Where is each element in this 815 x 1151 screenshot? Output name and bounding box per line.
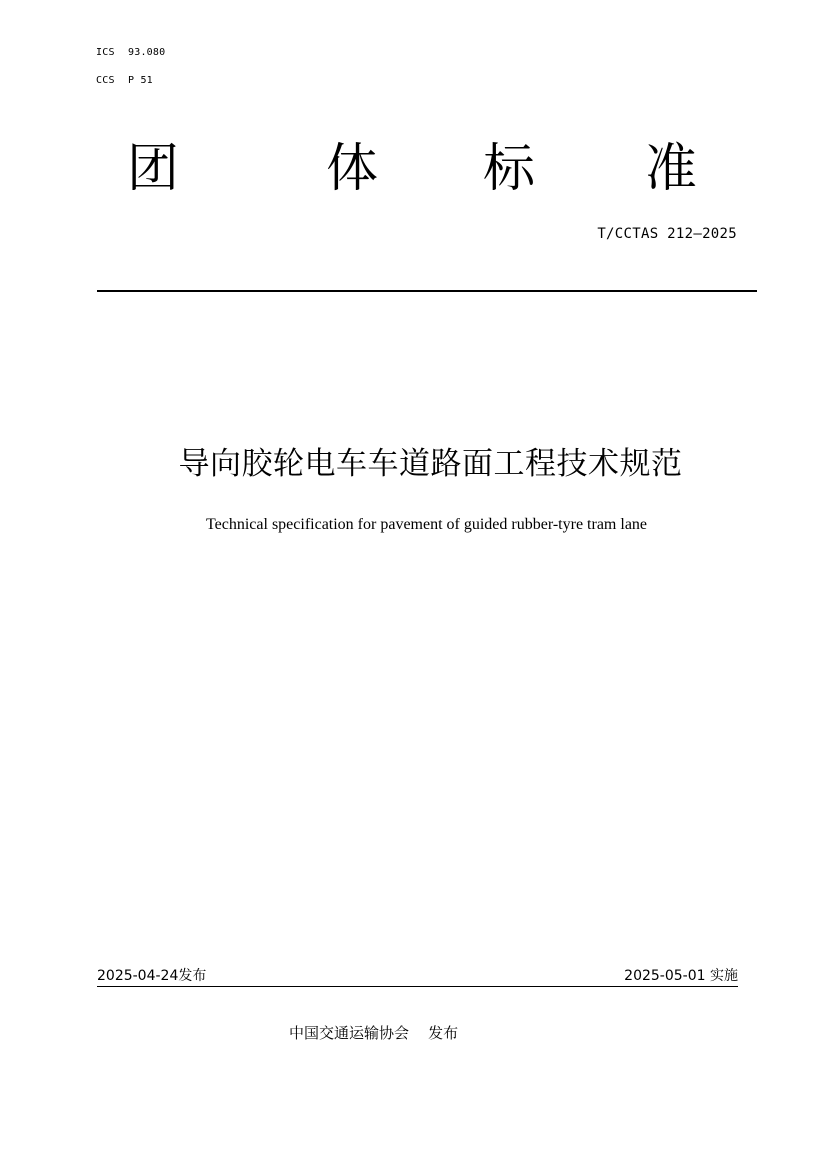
standard-number: T/CCTAS 212—2025 bbox=[597, 226, 737, 242]
date-row bbox=[97, 966, 738, 986]
ccs-label: CCS bbox=[96, 75, 115, 86]
title-english: Technical specification for pavement of guided rubber-tyre tram lane bbox=[205, 516, 648, 533]
ccs-code bbox=[96, 75, 153, 86]
ics-value: 93.080 bbox=[128, 47, 166, 58]
standard-type-char: 准 bbox=[645, 139, 698, 199]
publisher bbox=[289, 1023, 458, 1043]
ics-label: ICS bbox=[96, 47, 115, 58]
date-divider bbox=[97, 986, 738, 987]
implementation-date bbox=[624, 966, 738, 986]
issue-date-value: 2025-04-24 bbox=[97, 968, 179, 984]
issue-date-suffix: 发布 bbox=[178, 968, 207, 984]
header-divider bbox=[97, 290, 757, 292]
title-chinese: 导向胶轮电车车道路面工程技术规范 bbox=[178, 446, 683, 482]
publisher-action: 发布 bbox=[428, 1024, 459, 1042]
issue-date bbox=[97, 966, 206, 986]
ics-code bbox=[96, 47, 165, 58]
publisher-organization: 中国交通运输协会 bbox=[289, 1024, 410, 1042]
standard-type-char: 团 bbox=[127, 139, 180, 199]
implementation-date-suffix: 实施 bbox=[710, 968, 738, 984]
standard-type-char: 体 bbox=[326, 139, 379, 199]
ccs-value: P 51 bbox=[128, 75, 153, 86]
implementation-date-value: 2025-05-01 bbox=[624, 968, 706, 984]
standard-type-char: 标 bbox=[483, 139, 536, 199]
